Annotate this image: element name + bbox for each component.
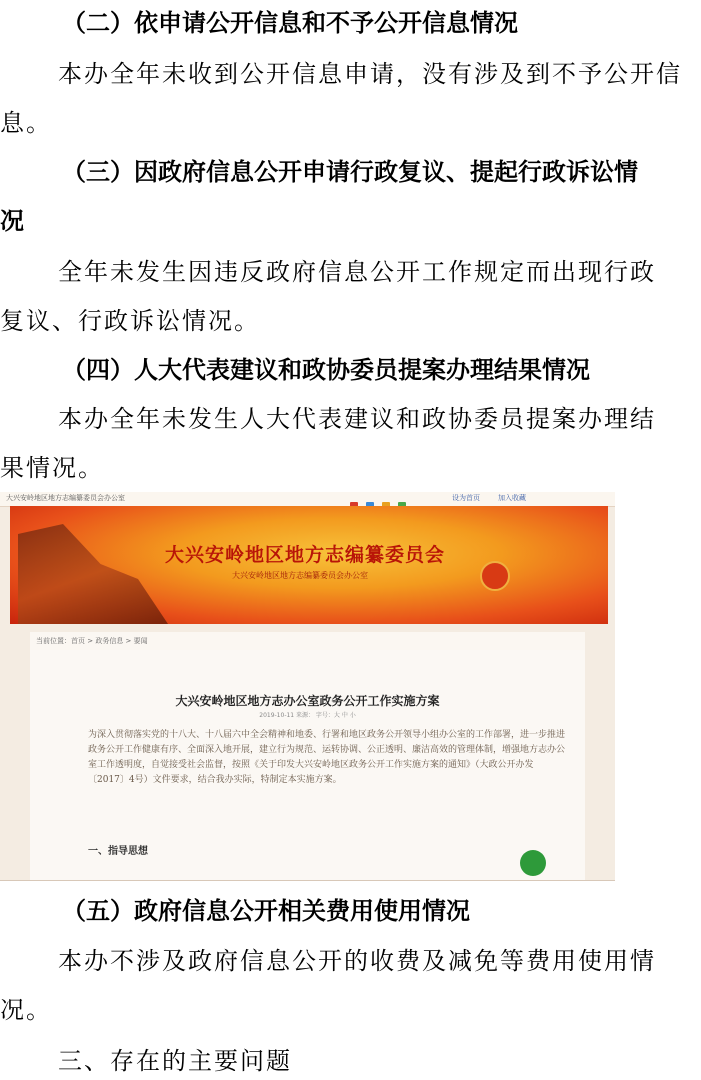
paragraph-2-line-2: 息。 [0, 109, 52, 137]
paragraph-3-line-2: 复议、行政诉讼情况。 [0, 307, 260, 335]
article-paragraph: 为深入贯彻落实党的十八大、十八届六中全会精神和地委、行署和地区政务公开领导小组办公室的工作部署，进一步推进政务公开工作健康有序、全面深入地开展，建立行为规范、运转协调、公正透明、廉洁高效的管理体制，增强地方志办公室工作透明度，自觉接受社会监督，按照《关于印发大兴安岭地区政务公开工作实施方案的通知》（大政公开办发〔2017〕4号）文件要求，结合我办实际，特制定本实施方案。 [88, 730, 566, 785]
website-screenshot [0, 492, 615, 881]
heading-section-three: 三、存在的主要问题 [58, 1047, 292, 1075]
paragraph-3-line-1: 全年未发生因违反政府信息公开工作规定而出现行政 [58, 258, 656, 286]
paragraph-2-line-1: 本办全年未收到公开信息申请，没有涉及到不予公开信 [58, 60, 682, 88]
emblem-icon [480, 561, 510, 591]
paragraph-5-line-2: 况。 [0, 996, 52, 1024]
article-section-heading: 一、指导思想 [88, 846, 148, 857]
paragraph-4-line-2: 果情况。 [0, 454, 104, 482]
screenshot-taskbar [390, 844, 615, 880]
article-title: 大兴安岭地区地方志办公室政务公开工作实施方案 [175, 694, 440, 708]
paragraph-5-line-1: 本办不涉及政府信息公开的收费及减免等费用使用情 [58, 947, 656, 975]
heading-3-line-1: （三）因政府信息公开申请行政复议、提起行政诉讼情 [62, 158, 638, 186]
set-homepage-link: 设为首页 [452, 494, 480, 502]
screenshot-topbar [0, 492, 615, 507]
heading-4: （四）人大代表建议和政协委员提案办理结果情况 [62, 356, 590, 384]
breadcrumb-text: 当前位置：首页 > 政务信息 > 要闻 [36, 637, 148, 645]
banner-title: 大兴安岭地区地方志编纂委员会 [165, 544, 446, 566]
status-badge-icon [520, 850, 546, 876]
heading-3-line-2: 况 [0, 207, 24, 235]
screenshot-site-name: 大兴安岭地区地方志编纂委员会办公室 [6, 494, 125, 502]
heading-5: （五）政府信息公开相关费用使用情况 [62, 897, 470, 925]
screenshot-banner [10, 506, 608, 624]
add-favorite-link: 加入收藏 [498, 494, 526, 502]
heading-2: （二）依申请公开信息和不予公开信息情况 [62, 9, 518, 37]
great-wall-image [18, 524, 168, 624]
article-meta: 2019-10-11 来源： 字号：大 中 小 [259, 712, 356, 719]
paragraph-4-line-1: 本办全年未发生人大代表建议和政协委员提案办理结 [58, 405, 656, 433]
screenshot-breadcrumb [30, 632, 585, 651]
banner-subtitle: 大兴安岭地区地方志编纂委员会办公室 [232, 571, 368, 580]
